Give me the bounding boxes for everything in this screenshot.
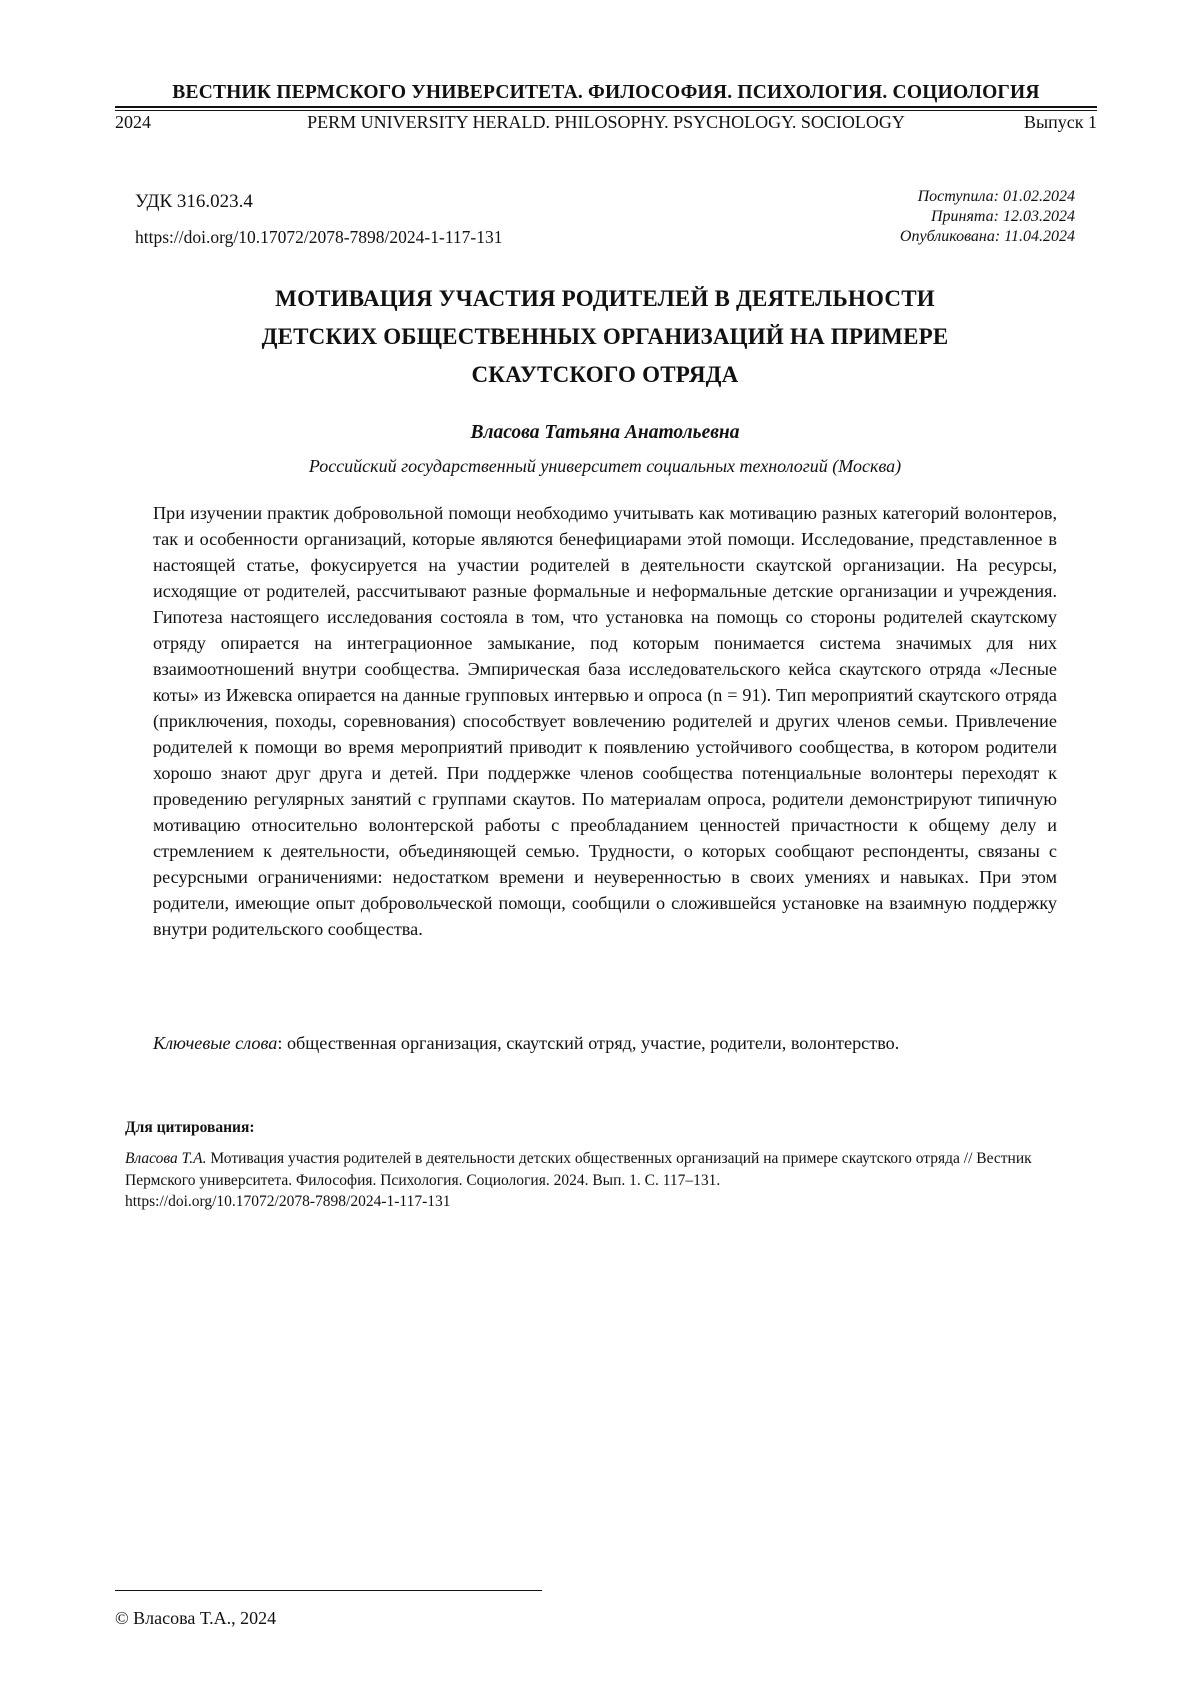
doi-link[interactable]: https://doi.org/10.17072/2078-7898/2024-1-117-131 <box>135 226 503 248</box>
keywords <box>153 1030 1057 1056</box>
title-line: ДЕТСКИХ ОБЩЕСТВЕННЫХ ОРГАНИЗАЦИЙ НА ПРИМЕРЕ <box>150 318 1060 356</box>
abstract-text: При изучении практик добровольной помощи необходимо учитывать как мотивацию разных категорий волонтеров, так и особенности организаций, которые являются бенефициарами этой помощи. Исследование, представленное в настоящей статье, фокусируется на участии родителей в деятельности скаутской организации. На ресурсы, исходящие от родителей, рассчитывают разные формальные и неформальные детские организации и учреждения. Гипотеза настоящего исследования состояла в том, что установка на помощь со стороны родителей скаутскому отряду опирается на интеграционное замыкание, под которым понимается система значимых для них взаимоотношений внутри сообщества. Эмпирическая база исследовательского кейса скаутского отряда «Лесные коты» из Ижевска опирается на данные групповых интервью и опроса (n = 91). Тип мероприятий скаутского отряда (приключения, походы, соревнования) способствует вовлечению родителей и других членов семьи. Привлечение родителей к помощи во время мероприятий приводит к появлению устойчивого сообщества, в котором родители хорошо знают друг друга и детей. При поддержке членов сообщества потенциальные волонтеры переходят к проведению регулярных занятий с группами скаутов. По материалам опроса, родители демонстрируют типичную мотивацию относительно волонтерской работы с преобладанием ценностей причастности к общему делу и стремлением к деятельности, объединяющей семью. Трудности, о которых сообщают респонденты, связаны с ресурсными ограничениями: недостатком времени и неуверенностью в своих умениях и навыках. При этом родители, имеющие опыт добровольческой помощи, сообщили о сложившейся установке на взаимную поддержку внутри родительского сообщества. <box>153 500 1057 942</box>
citation-heading: Для цитирования: <box>125 1118 255 1138</box>
author-affiliation: Российский государственный университет социальных технологий (Москва) <box>150 454 1060 478</box>
date-published: Опубликована: 11.04.2024 <box>900 227 1075 247</box>
keywords-label: Ключевые слова <box>153 1033 277 1053</box>
article-title <box>150 280 1060 394</box>
abstract <box>153 500 1057 942</box>
footnote-rule <box>115 1590 542 1591</box>
keywords-list: : общественная организация, скаутский отряд, участие, родители, волонтерство. <box>277 1033 899 1053</box>
author-name: Власова Татьяна Анатольевна <box>150 420 1060 446</box>
publication-dates <box>900 187 1075 247</box>
title-line: СКАУТСКОГО ОТРЯДА <box>150 356 1060 394</box>
header-row <box>115 110 1097 134</box>
title-line: МОТИВАЦИЯ УЧАСТИЯ РОДИТЕЛЕЙ В ДЕЯТЕЛЬНОСТИ <box>150 280 1060 318</box>
date-received: Поступила: 01.02.2024 <box>900 187 1075 207</box>
date-accepted: Принята: 12.03.2024 <box>900 207 1075 227</box>
citation-doi[interactable]: https://doi.org/10.17072/2078-7898/2024-1-117-131 <box>125 1193 451 1210</box>
copyright: © Власова Т.А., 2024 <box>115 1606 276 1630</box>
journal-title-en: PERM UNIVERSITY HERALD. PHILOSOPHY. PSYCHOLOGY. SOCIOLOGY <box>115 110 1097 134</box>
citation-body <box>125 1148 1080 1213</box>
citation-author: Власова Т.А. <box>125 1150 207 1167</box>
header-issue: Выпуск 1 <box>1024 110 1097 134</box>
header-year: 2024 <box>115 110 151 134</box>
udk-code: УДК 316.023.4 <box>135 190 253 214</box>
citation-text: Мотивация участия родителей в деятельности детских общественных организаций на примере скаутского отряда // Вестник Пермского университета. Философия. Психология. Социология. 2024. Вып. 1. С. 117–131. <box>125 1150 1032 1189</box>
header-rule-thick <box>115 106 1097 108</box>
journal-title-ru: ВЕСТНИК ПЕРМСКОГО УНИВЕРСИТЕТА. ФИЛОСОФИЯ. ПСИХОЛОГИЯ. СОЦИОЛОГИЯ <box>115 82 1097 104</box>
